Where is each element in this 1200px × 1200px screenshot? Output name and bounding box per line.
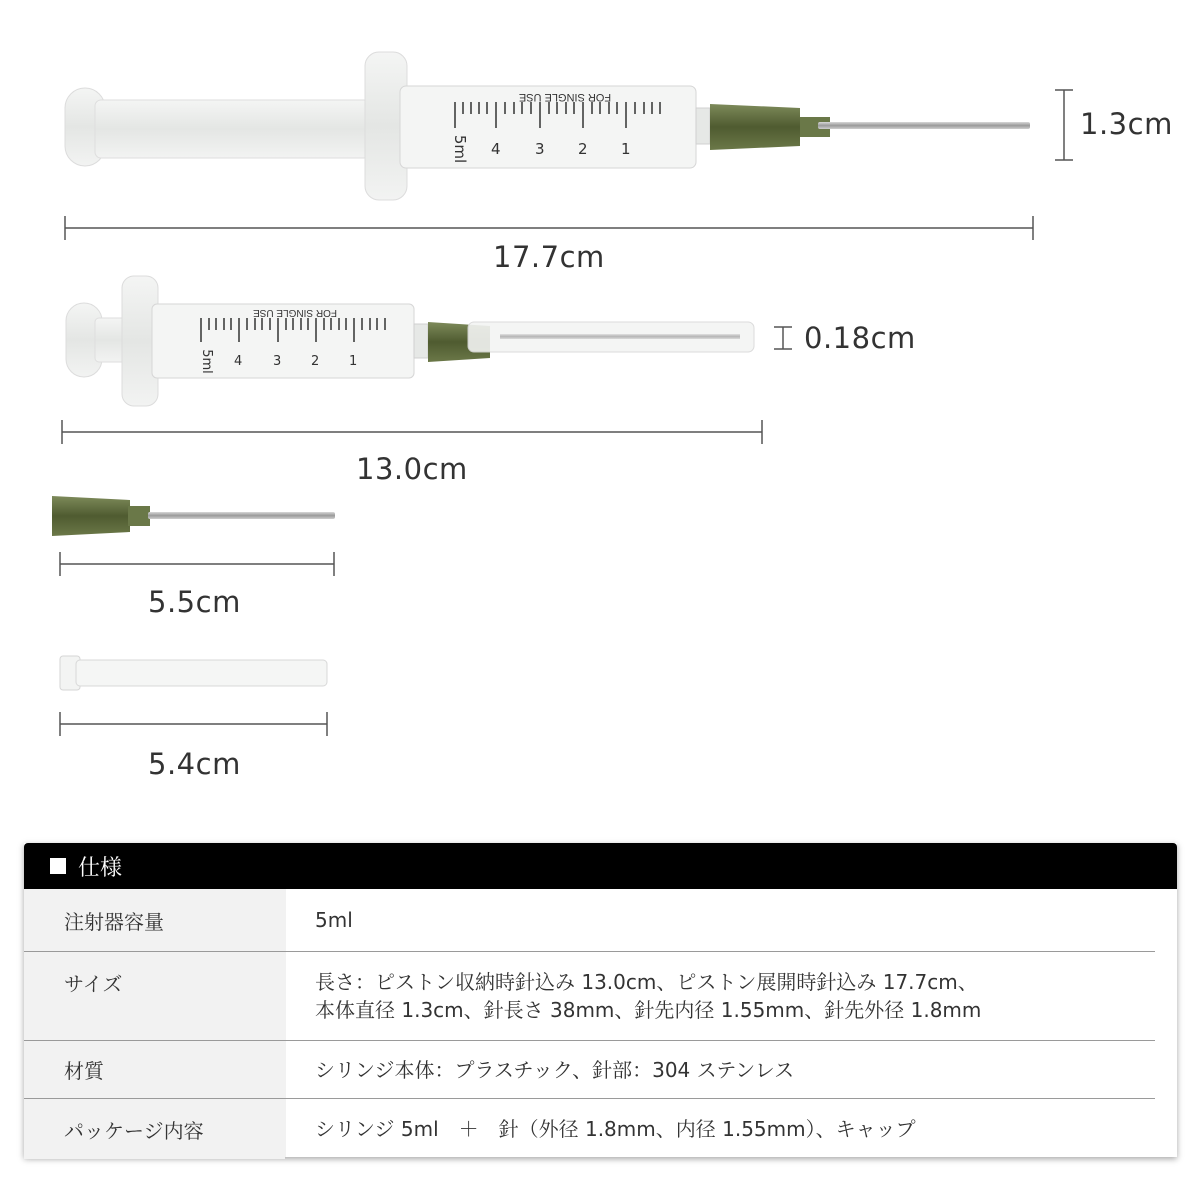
dimension-retracted-length [62,420,762,444]
dimension-extended-length [65,216,1033,240]
syringe-extended [65,52,1030,200]
extended-length-label: 17.7cm [493,240,605,274]
spec-row-package [24,1099,1155,1159]
square-icon [50,858,66,874]
scale-label: 2 [311,354,320,369]
dimension-diameter [1055,90,1073,160]
needle [52,496,335,536]
diameter-label: 1.3cm [1080,107,1173,141]
needle-length-label: 5.5cm [148,585,241,619]
retracted-length-label: 13.0cm [356,452,468,486]
spec-title: 仕様 [78,855,123,881]
spec-row-capacity [24,889,1155,952]
syringe-retracted [66,276,754,406]
scale-label: 1 [621,140,631,158]
syringe-scale-2 [188,349,388,376]
spec-table [24,843,1177,1157]
scale-label: 2 [578,140,588,158]
spec-value-line: シリンジ 5ml ＋ 針（外径 1.8mm、内径 1.55mm）、キャップ [315,1117,916,1141]
spec-value [285,889,353,951]
spec-value-line: 本体直径 1.3cm、針長さ 38mm、針先内径 1.55mm、針先外径 1.8mm [315,998,982,1022]
dimension-needle-length [60,552,334,576]
spec-key: 材質 [24,1041,285,1098]
spec-value-line: 5ml [315,908,353,932]
spec-value-line: シリンジ本体：プラスチック、針部：304 ステンレス [315,1057,795,1082]
spec-value [285,1041,794,1098]
single-use-print-2: FOR SINGLE USE [253,307,337,318]
dimension-cap-length [60,712,327,736]
spec-key: サイズ [24,952,285,1040]
spec-value-line: 長さ：ピストン収納時針込み 13.0cm、ピストン展開時針込み 17.7cm、 [315,970,978,994]
needle-cap [60,656,327,690]
dimension-needle-outer [774,327,792,349]
spec-key: 注射器容量 [24,889,285,951]
spec-value [285,1099,916,1159]
single-use-print: FOR SINGLE USE [518,91,612,103]
scale-label: 4 [234,354,243,369]
scale-label: 3 [535,140,545,158]
scale-label: 5ml [198,349,214,374]
spec-key: パッケージ内容 [24,1099,285,1159]
spec-value [285,952,981,1040]
spec-header [24,843,1177,889]
scale-label: 1 [349,354,358,369]
spec-row-size [24,952,1155,1041]
syringe-scale-1 [440,134,660,164]
cap-length-label: 5.4cm [148,747,241,781]
scale-label: 4 [491,140,501,158]
scale-label: 3 [273,354,282,369]
scale-label: 5ml [451,134,470,164]
needle-outer-label: 0.18cm [804,321,916,355]
spec-row-material [24,1041,1155,1099]
